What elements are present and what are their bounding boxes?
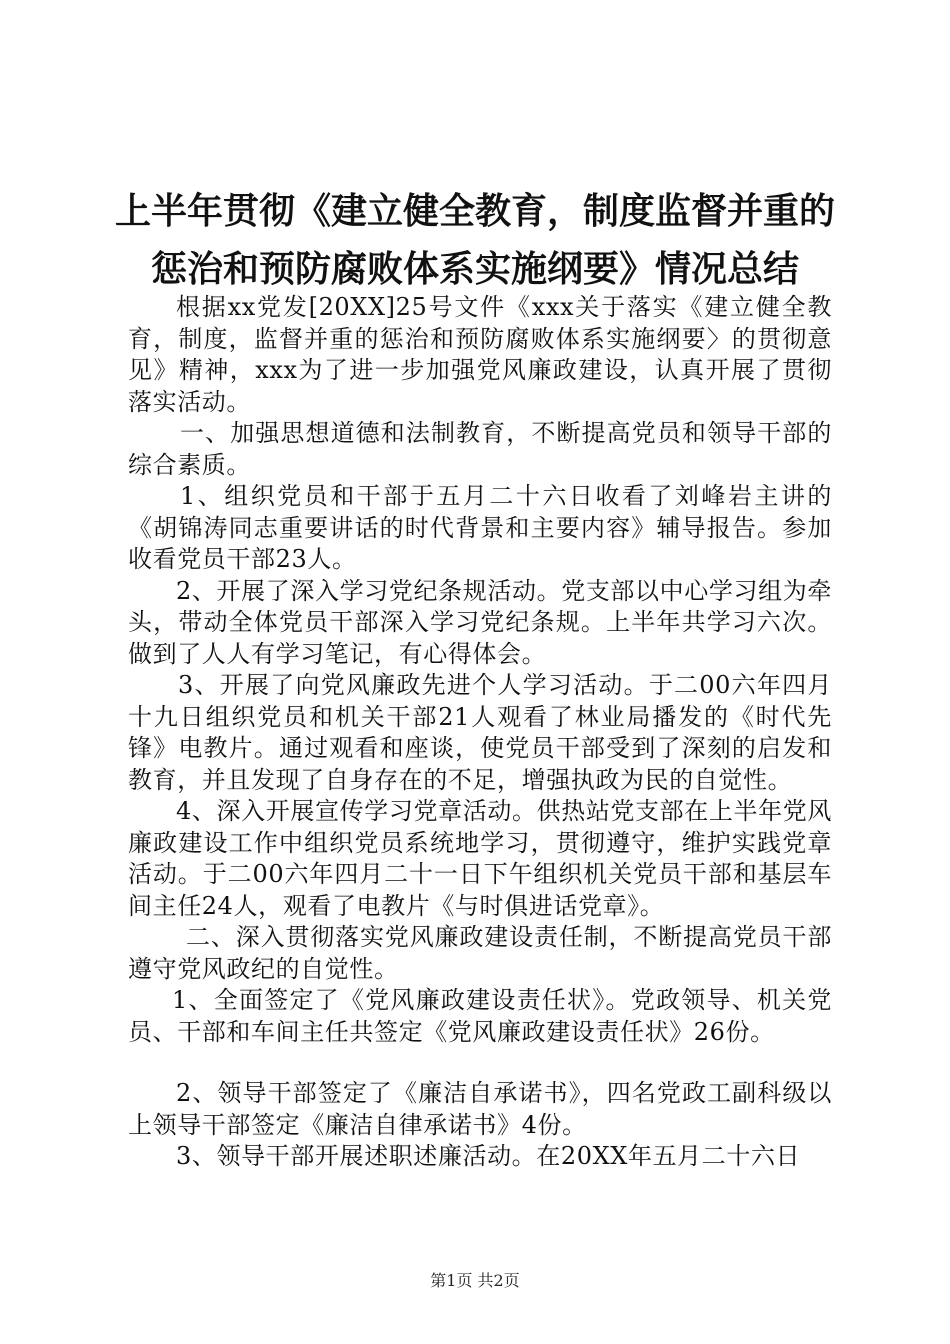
page-footer: 第1页 共2页 — [430, 1271, 520, 1290]
paragraph-item-1-3: 3、开展了向党风廉政先进个人学习活动。于二00六年四月十九日组织党员和机关干部21人观看了林业局播发的《时代先锋》电教片。通过观看和座谈，使党员干部受到了深刻的启发和教育，并且发现了自身存在的不足，增强执政为民的自觉性。 — [128, 671, 832, 794]
document-title-line-2: 惩治和预防腐败体系实施纲要》情况总结 — [150, 249, 799, 290]
paragraph-item-2-1: 1、全面签定了《党风廉政建设责任状》。党政领导、机关党员、干部和车间主任共签定《党风廉政建设责任状》26份。 — [128, 986, 832, 1046]
document-title-line-1: 上半年贯彻《建立健全教育，制度监督并重的 — [114, 191, 835, 232]
paragraph-intro: 根据xx党发[20XX]25号文件《xxx关于落实《建立健全教育，制度，监督并重的惩治和预防腐败体系实施纲要〉的贯彻意见》精神，xxx为了进一步加强党风廉政建设，认真开展了贯彻落实活动。 — [128, 293, 832, 416]
paragraph-item-1-4: 4、深入开展宣传学习党章活动。供热站党支部在上半年党风廉政建设工作中组织党员系统地学习，贯彻遵守，维护实践党章活动。于二00六年四月二十一日下午组织机关党员干部和基层车间主任24人，观看了电教片《与时俱进话党章》。 — [128, 797, 832, 920]
paragraph-item-1-2: 2、开展了深入学习党纪条规活动。党支部以中心学习组为牵头，带动全体党员干部深入学习党纪条规。上半年共学习六次。做到了人人有学习笔记，有心得体会。 — [128, 576, 832, 668]
paragraph-item-2-3: 3、领导干部开展述职述廉活动。在20XX年五月二十六日 — [176, 1142, 801, 1170]
paragraph-section-2-heading: 二、深入贯彻落实党风廉政建设责任制，不断提高党员干部遵守党风政纪的自觉性。 — [128, 923, 832, 983]
document-body — [128, 292, 832, 1173]
paragraph-item-2-2: 2、领导干部签定了《廉洁自承诺书》，四名党政工副科级以上领导干部签定《廉洁自律承诺书》4份。 — [128, 1079, 832, 1139]
paragraph-item-1-1: 1、组织党员和干部于五月二十六日收看了刘峰岩主讲的《胡锦涛同志重要讲话的时代背景和主要内容》辅导报告。参加收看党员干部23人。 — [128, 482, 832, 573]
paragraph-section-1-heading: 一、加强思想道德和法制教育，不断提高党员和领导干部的综合素质。 — [128, 419, 832, 479]
